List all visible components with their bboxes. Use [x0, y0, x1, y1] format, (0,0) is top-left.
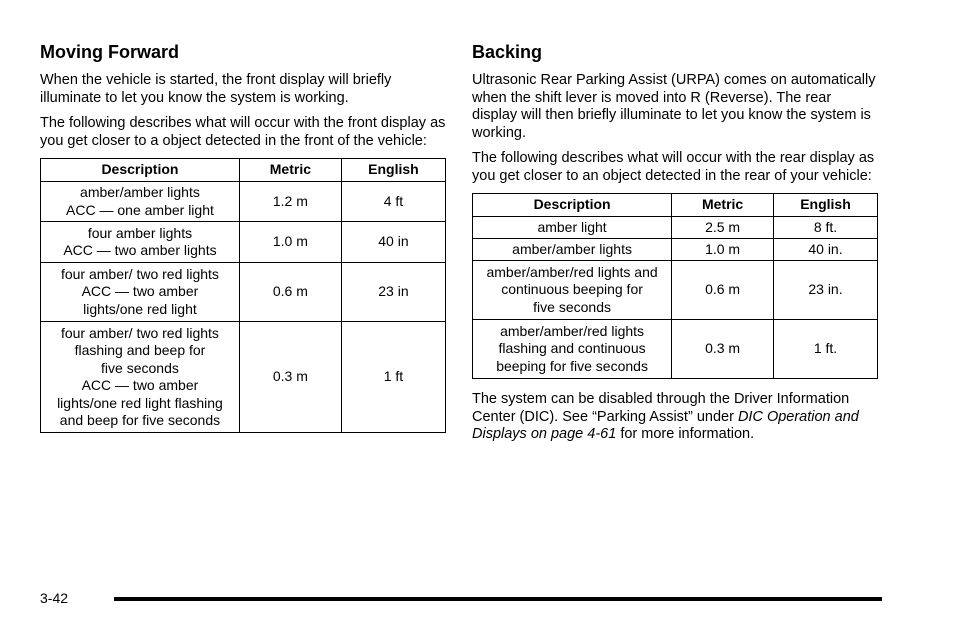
row-english: 23 in	[341, 263, 445, 322]
footer-rule	[114, 597, 882, 601]
page-number: 3-42	[40, 590, 69, 606]
table-row	[473, 261, 878, 320]
row-description: four amber/ two red lights ACC — two amber lights/one red light	[41, 263, 240, 322]
row-english: 8 ft.	[773, 217, 877, 239]
header-english: English	[341, 159, 445, 182]
row-description: four amber/ two red lights flashing and beep for five seconds ACC — two amber lights/one red light flashing and beep for five seconds	[41, 322, 240, 433]
row-english: 1 ft.	[773, 320, 877, 379]
header-description: Description	[41, 159, 240, 182]
left-column	[40, 40, 446, 433]
row-metric: 1.0 m	[239, 222, 341, 263]
row-description: amber/amber/red lights and continuous beeping for five seconds	[473, 261, 672, 320]
rear-display-table	[472, 193, 878, 379]
row-description: amber/amber lights	[473, 239, 672, 261]
moving-forward-heading: Moving Forward	[40, 42, 179, 62]
table-row	[41, 182, 446, 222]
row-description: amber light	[473, 217, 672, 239]
moving-forward-description: The following describes what will occur with the front display as you get closer to a object detected in the front of the vehicle:	[40, 115, 446, 149]
right-column	[472, 40, 878, 452]
row-english: 4 ft	[341, 182, 445, 222]
table-row	[41, 263, 446, 322]
disable-note-end: for more information.	[616, 426, 755, 442]
table-row	[473, 239, 878, 261]
row-english: 40 in.	[773, 239, 877, 261]
backing-description: The following describes what will occur with the rear display as you get closer to an object detected in the rear of your vehicle:	[472, 150, 875, 184]
row-english: 40 in	[341, 222, 445, 263]
backing-heading: Backing	[472, 42, 543, 62]
row-metric: 0.6 m	[672, 261, 774, 320]
table-header-row	[473, 194, 878, 217]
backing-intro: Ultrasonic Rear Parking Assist (URPA) comes on automatically when the shift lever is moved into R (Reverse). The rear display will then briefly illuminate to let you know the system is working.	[472, 72, 876, 141]
row-english: 23 in.	[773, 261, 877, 320]
front-display-table	[40, 158, 446, 433]
header-metric: Metric	[672, 194, 774, 217]
table-header-row	[41, 159, 446, 182]
row-description: amber/amber lights ACC — one amber light	[41, 182, 240, 222]
header-metric: Metric	[239, 159, 341, 182]
moving-forward-intro: When the vehicle is started, the front display will briefly illuminate to let you know the system is working.	[40, 72, 392, 106]
dic-reference-link[interactable]: DIC Operation and Displays on page 4‑61	[472, 408, 859, 442]
row-metric: 2.5 m	[672, 217, 774, 239]
header-description: Description	[473, 194, 672, 217]
row-metric: 0.6 m	[239, 263, 341, 322]
row-metric: 1.2 m	[239, 182, 341, 222]
row-description: four amber lights ACC — two amber lights	[41, 222, 240, 263]
table-row	[41, 222, 446, 263]
row-description: amber/amber/red lights flashing and continuous beeping for five seconds	[473, 320, 672, 379]
row-metric: 0.3 m	[672, 320, 774, 379]
disable-note-text: The system can be disabled through the Driver Information Center (DIC). See “Parking Assist” under	[472, 391, 850, 425]
table-row	[473, 320, 878, 379]
table-row	[41, 322, 446, 433]
header-english: English	[773, 194, 877, 217]
row-metric: 0.3 m	[239, 322, 341, 433]
row-metric: 1.0 m	[672, 239, 774, 261]
row-english: 1 ft	[341, 322, 445, 433]
disable-note	[472, 391, 878, 444]
table-row	[473, 217, 878, 239]
